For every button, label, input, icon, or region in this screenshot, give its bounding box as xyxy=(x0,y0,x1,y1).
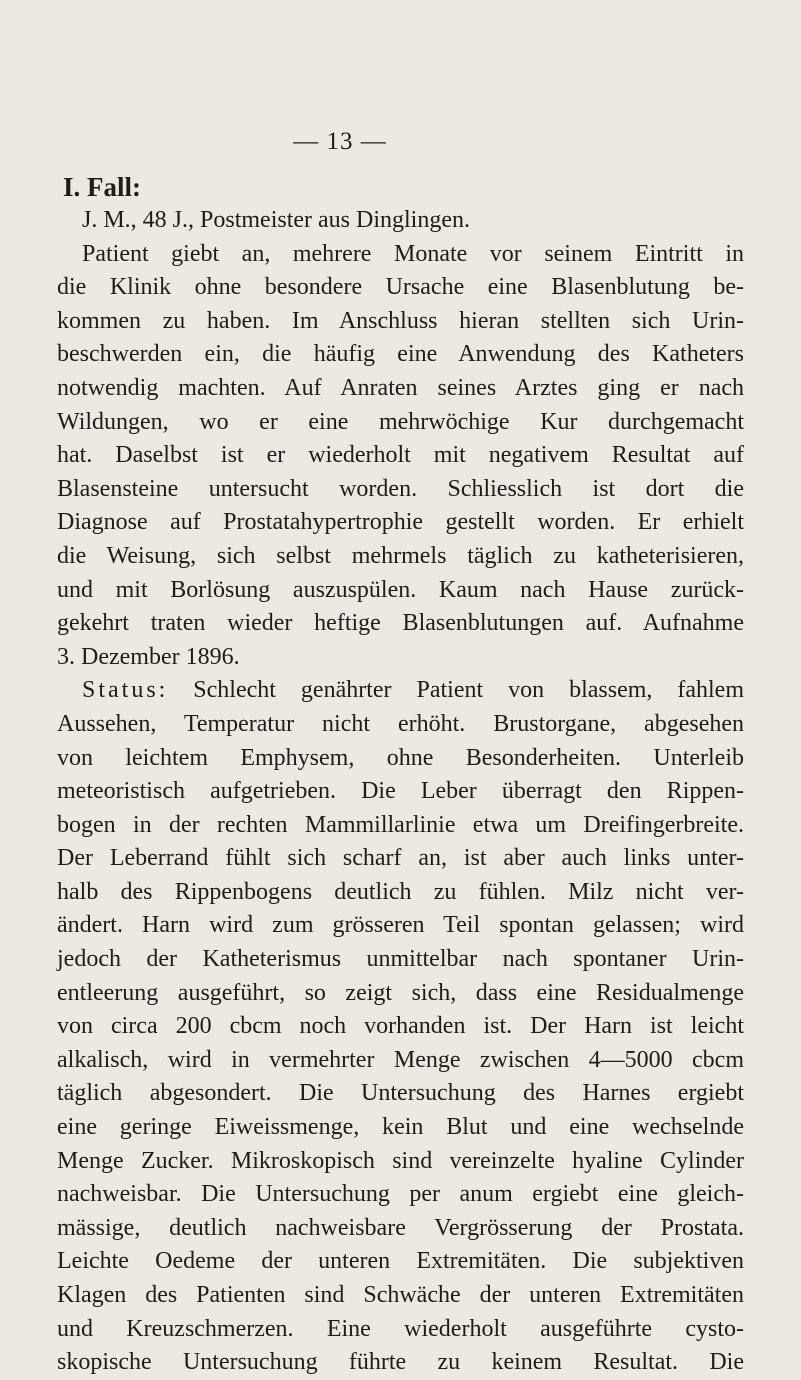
page-number: — 13 — xyxy=(293,128,387,155)
text-line: Wildungen, wo er eine mehrwöchige Kur durchgemacht xyxy=(57,408,744,435)
text-line: die Weisung, sich selbst mehrmels täglich zu katheterisieren, xyxy=(57,542,744,569)
text-line: von leichtem Emphysem, ohne Besonderheiten. Unterleib xyxy=(57,744,744,771)
text-span: Schlecht genährter Patient von blassem, fahlem xyxy=(168,677,744,704)
text-line: Der Leberrand fühlt sich scharf an, ist aber auch links unter- xyxy=(57,845,744,872)
text-line: 3. Dezember 1896. xyxy=(57,643,240,670)
text-line: Klagen des Patienten sind Schwäche der unteren Extremitäten xyxy=(57,1282,744,1308)
text-line: Diagnose auf Prostatahypertrophie gestellt worden. Er erhielt xyxy=(57,509,744,536)
text-line: meteoristisch aufgetrieben. Die Leber überragt den Rippen- xyxy=(57,778,744,805)
text-line: täglich abgesondert. Die Untersuchung des Harnes ergiebt xyxy=(57,1080,744,1107)
text-line: entleerung ausgeführt, so zeigt sich, dass eine Residualmenge xyxy=(57,979,744,1006)
text-line: eine geringe Eiweissmenge, kein Blut und eine wechselnde xyxy=(57,1114,744,1141)
text-line: notwendig machten. Auf Anraten seines Arztes ging er nach xyxy=(57,374,744,401)
text-line: halb des Rippenbogens deutlich zu fühlen. Milz nicht ver- xyxy=(57,878,744,905)
text-line: gekehrt traten wieder heftige Blasenblutungen auf. Aufnahme xyxy=(57,610,744,637)
body-text xyxy=(57,204,744,1380)
text-line: skopische Untersuchung führte zu keinem Resultat. Die xyxy=(57,1349,744,1376)
text-line: ändert. Harn wird zum grösseren Teil spontan gelassen; wird xyxy=(57,912,744,939)
text-line: Blasensteine untersucht worden. Schliesslich ist dort die xyxy=(57,475,744,502)
text-line: und Kreuzschmerzen. Eine wiederholt ausgeführte cysto- xyxy=(57,1315,744,1342)
text-line xyxy=(57,674,744,708)
text-line: bogen in der rechten Mammillarlinie etwa um Dreifingerbreite. xyxy=(57,811,744,838)
text-line: Aussehen, Temperatur nicht erhöht. Brustorgane, abgesehen xyxy=(57,710,744,737)
text-line: alkalisch, wird in vermehrter Menge zwischen 4—5000 cbcm xyxy=(57,1046,744,1073)
text-line: nachweisbar. Die Untersuchung per anum ergiebt eine gleich- xyxy=(57,1181,744,1208)
text-line: die Klinik ohne besondere Ursache eine Blasenblutung be- xyxy=(57,274,744,301)
text-line: mässige, deutlich nachweisbare Vergrösserung der Prostata. xyxy=(57,1214,744,1241)
text-line: und mit Borlösung auszuspülen. Kaum nach Hause zurück- xyxy=(57,576,744,603)
text-line: beschwerden ein, die häufig eine Anwendung des Katheters xyxy=(57,341,744,368)
text-line: jedoch der Katheterismus unmittelbar nach spontaner Urin- xyxy=(57,946,744,973)
text-line: kommen zu haben. Im Anschluss hieran stellten sich Urin- xyxy=(57,307,744,334)
text-line: J. M., 48 J., Postmeister aus Dinglingen. xyxy=(82,207,470,233)
text-line: hat. Daselbst ist er wiederholt mit negativem Resultat auf xyxy=(57,442,744,469)
text-line: Patient giebt an, mehrere Monate vor seinem Eintritt in xyxy=(82,240,744,267)
status-label: Status: xyxy=(82,677,169,704)
text-line: von circa 200 cbcm noch vorhanden ist. Der Harn ist leicht xyxy=(57,1013,744,1040)
case-heading: I. Fall: xyxy=(63,172,141,202)
text-line: Menge Zucker. Mikroskopisch sind vereinzelte hyaline Cylinder xyxy=(57,1147,744,1174)
text-line: Leichte Oedeme der unteren Extremitäten. Die subjektiven xyxy=(57,1248,744,1275)
